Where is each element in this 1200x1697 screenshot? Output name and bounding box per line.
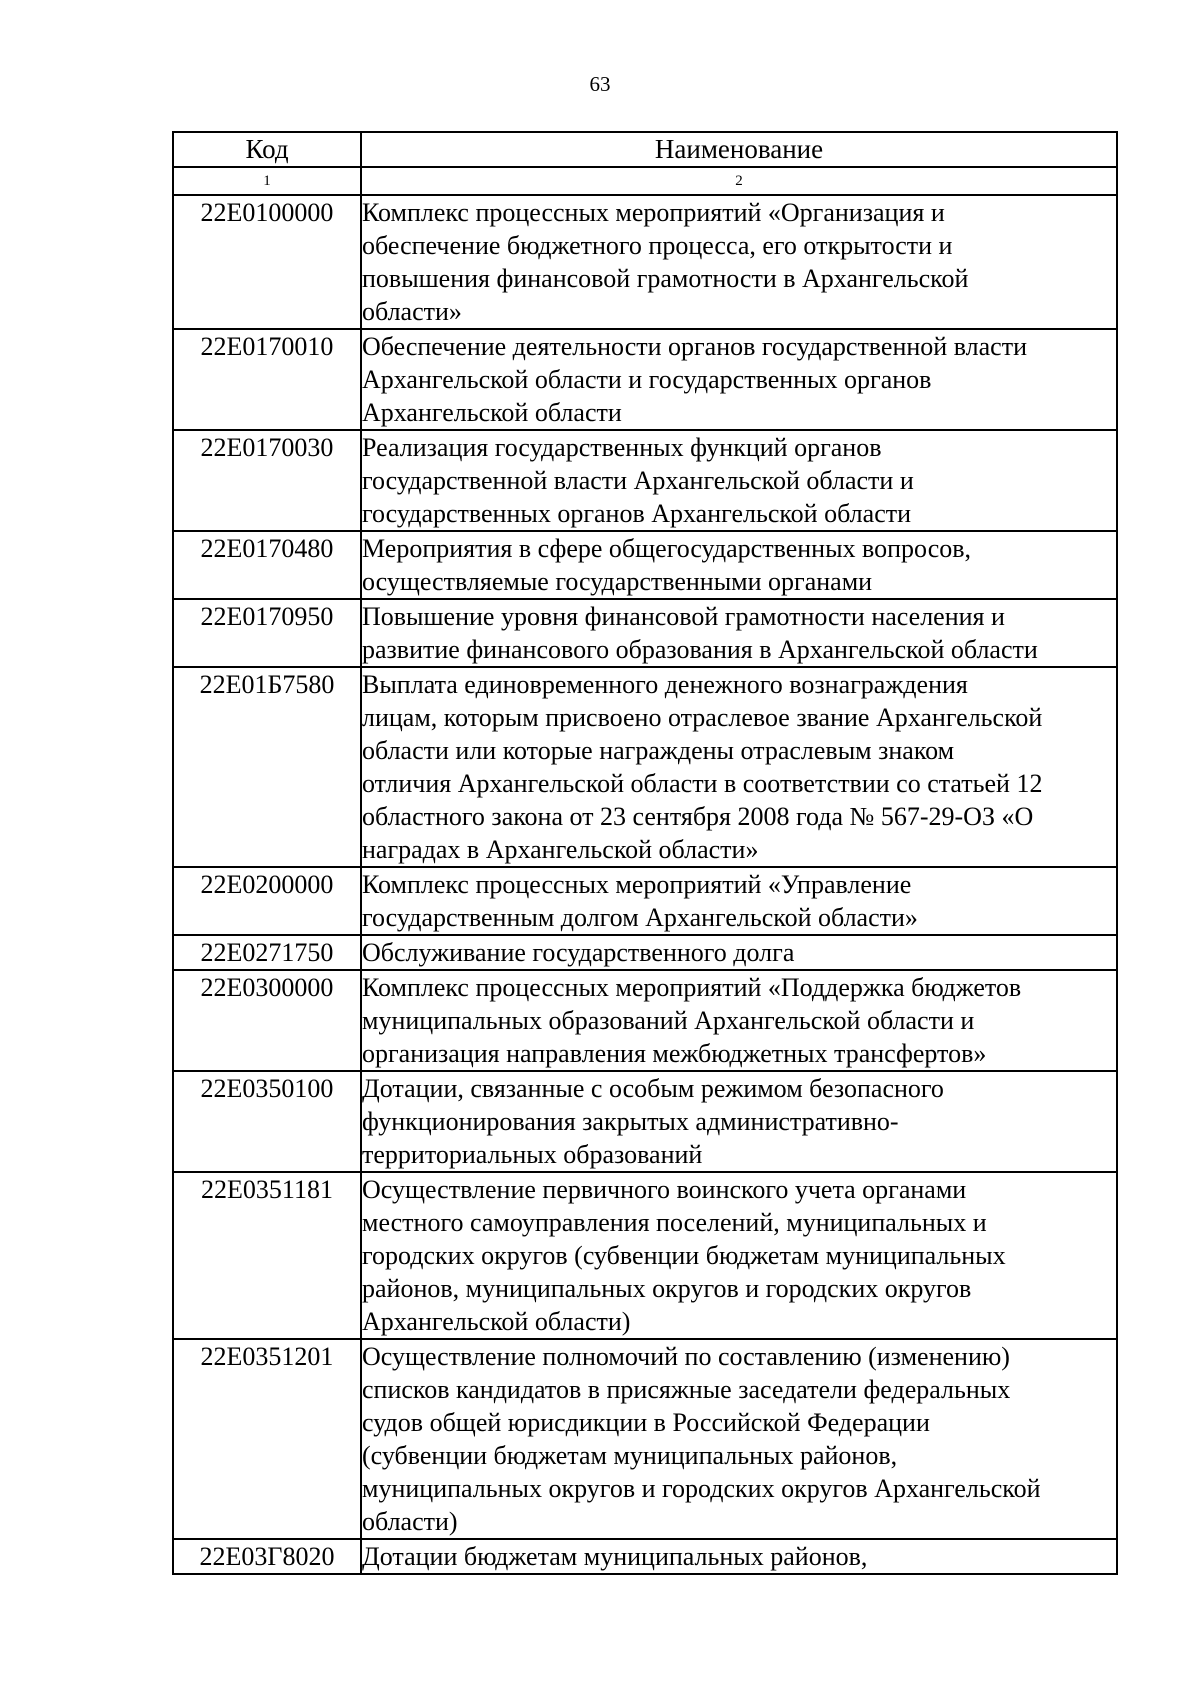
row-name [361,329,1117,430]
row-name [361,867,1117,935]
row-name-line: Комплекс процессных мероприятий «Поддержка бюджетов [362,973,1022,1002]
row-code: 22Е0170480 [173,531,361,599]
row-name-line: Осуществление полномочий по составлению (изменению) [362,1342,1010,1371]
table-body [173,195,1117,1574]
row-name-line: Архангельской области и государственных органов [362,365,932,394]
row-name-line: обеспечение бюджетного процесса, его открытости и [362,231,953,260]
row-name-line: Архангельской области) [362,1307,631,1336]
row-name-line: Комплекс процессных мероприятий «Организация и [362,198,945,227]
table-row [173,599,1117,667]
row-name [361,667,1117,867]
row-name-line: судов общей юрисдикции в Российской Федерации [362,1408,930,1437]
row-code: 22Е0351181 [173,1172,361,1339]
row-code: 22Е01Б7580 [173,667,361,867]
row-code: 22Е0300000 [173,970,361,1071]
row-name-line: территориальных образований [362,1140,703,1169]
row-name [361,430,1117,531]
row-name-line: лицам, которым присвоено отраслевое звание Архангельской [362,703,1043,732]
row-name-line: Повышение уровня финансовой грамотности населения и [362,602,1005,631]
row-name [361,1339,1117,1539]
column-number-code: 1 [173,167,361,195]
row-name [361,1172,1117,1339]
row-code: 22Е0100000 [173,195,361,329]
row-name-line: государственным долгом Архангельской области» [362,903,918,932]
row-name-line: области) [362,1507,458,1536]
row-name-line: осуществляемые государственными органами [362,567,873,596]
row-name-line: организация направления межбюджетных трансфертов» [362,1039,987,1068]
row-name-line: функционирования закрытых административно- [362,1107,899,1136]
row-name-line: Дотации бюджетам муниципальных районов, [362,1542,868,1571]
row-name-line: Обслуживание государственного долга [362,938,795,967]
row-name-line: Архангельской области [362,398,622,427]
row-name-line: Комплекс процессных мероприятий «Управление [362,870,912,899]
row-name [361,1071,1117,1172]
row-code: 22Е0170030 [173,430,361,531]
row-name [361,599,1117,667]
table-row [173,430,1117,531]
row-name-line: области или которые награждены отраслевым знаком [362,736,955,765]
row-name-line: областного закона от 23 сентября 2008 года № 567-29-ОЗ «О [362,802,1034,831]
row-name-line: районов, муниципальных округов и городских округов [362,1274,972,1303]
row-code: 22Е0350100 [173,1071,361,1172]
table-row [173,1339,1117,1539]
column-number-row [173,167,1117,195]
row-name-line: повышения финансовой грамотности в Архангельской [362,264,969,293]
row-name [361,970,1117,1071]
row-name-line: наградах в Архангельской области» [362,835,759,864]
column-header-code: Код [173,132,361,167]
table-row [173,1172,1117,1339]
table-row [173,935,1117,970]
table-row [173,1539,1117,1574]
table-row [173,329,1117,430]
row-name-line: Мероприятия в сфере общегосударственных вопросов, [362,534,972,563]
row-name-line: городских округов (субвенции бюджетам муниципальных [362,1241,1006,1270]
row-name [361,1539,1117,1574]
row-name-line: Осуществление первичного воинского учета органами [362,1175,967,1204]
budget-classification-table [172,131,1118,1575]
row-name-line: развитие финансового образования в Архангельской области [362,635,1038,664]
row-name-line: области» [362,297,462,326]
row-name-line: государственных органов Архангельской области [362,499,912,528]
row-name-line: муниципальных округов и городских округов Архангельской [362,1474,1041,1503]
row-code: 22Е03Г8020 [173,1539,361,1574]
column-header-name: Наименование [361,132,1117,167]
page-number: 63 [589,72,611,96]
row-name-line: государственной власти Архангельской области и [362,466,914,495]
table-row [173,531,1117,599]
table-row [173,667,1117,867]
row-name-line: Обеспечение деятельности органов государственной власти [362,332,1027,361]
row-name-line: (субвенции бюджетам муниципальных районов, [362,1441,898,1470]
row-name-line: Реализация государственных функций органов [362,433,882,462]
column-number-name: 2 [361,167,1117,195]
row-name-line: списков кандидатов в присяжные заседатели федеральных [362,1375,1011,1404]
row-name-line: Выплата единовременного денежного вознаграждения [362,670,968,699]
row-code: 22Е0170950 [173,599,361,667]
table-row [173,1071,1117,1172]
table-row [173,970,1117,1071]
row-code: 22Е0351201 [173,1339,361,1539]
row-name [361,531,1117,599]
row-name-line: отличия Архангельской области в соответствии со статьей 12 [362,769,1043,798]
table-row [173,195,1117,329]
table-row [173,867,1117,935]
row-name-line: муниципальных образований Архангельской области и [362,1006,975,1035]
row-code: 22Е0200000 [173,867,361,935]
row-name-line: Дотации, связанные с особым режимом безопасного [362,1074,944,1103]
row-name [361,935,1117,970]
row-code: 22Е0271750 [173,935,361,970]
table-header-row [173,132,1117,167]
row-name-line: местного самоуправления поселений, муниципальных и [362,1208,987,1237]
row-code: 22Е0170010 [173,329,361,430]
row-name [361,195,1117,329]
